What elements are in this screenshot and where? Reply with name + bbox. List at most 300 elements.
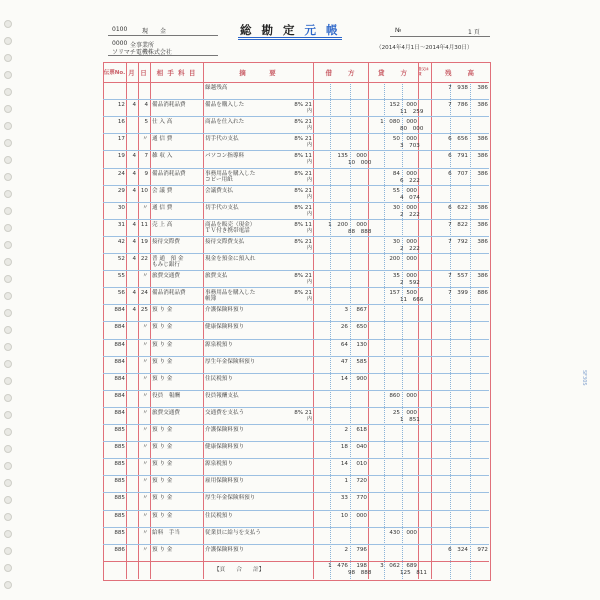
cell-debit-major: 1 200 <box>328 221 348 228</box>
row-rule <box>103 390 489 391</box>
cell-credit-minor: 000 80 000 <box>400 119 424 133</box>
cell-debit-major: 14 <box>340 375 348 382</box>
cell-balance-minor: 386 <box>477 204 488 211</box>
cell-tax-rate: 8% 21 <box>294 119 312 126</box>
cell-slip-no: 885 <box>114 478 125 485</box>
cell-counter-account: 預 り 金 <box>152 341 173 348</box>
cell-debit-major: 1 <box>344 478 348 485</box>
cell-month: 4 <box>132 290 136 297</box>
col-debit: 借 方 <box>325 68 356 77</box>
cell-day: 〃 <box>142 392 148 399</box>
cell-credit-major: 30 <box>392 238 400 245</box>
col-day: 日 <box>140 68 148 77</box>
cell-tax-incl: 内 <box>306 159 312 166</box>
cell-description: 繰越残高 <box>205 85 228 91</box>
cell-debit-minor: 618 <box>356 427 367 433</box>
cell-description: 介護保険料預り <box>205 427 245 433</box>
cell-slip-no: 884 <box>114 409 125 416</box>
cell-description: 切手代の支払 <box>205 204 239 211</box>
cell-day: 7 <box>144 153 148 160</box>
cell-credit-major: 200 <box>389 256 400 262</box>
cell-counter-account: 預 り 金 <box>152 461 173 468</box>
cell-tax-incl: 内 <box>306 125 312 132</box>
cell-counter-account: 預 り 金 <box>152 495 173 502</box>
cell-credit-major: 152 <box>389 102 400 109</box>
cell-credit-major: 84 <box>392 170 400 177</box>
account-code: 0100 <box>112 26 128 33</box>
cell-balance-major: 7 792 <box>448 238 468 245</box>
binder-hole <box>4 564 12 572</box>
binder-hole <box>4 377 12 385</box>
cell-credit-minor: 000 1 851 <box>400 409 420 423</box>
totals-rule <box>103 561 489 562</box>
col-credit: 貸 方 <box>378 68 408 77</box>
cell-debit-major: 47 <box>340 358 348 365</box>
cell-counter-account: 会 議 費 <box>152 187 173 194</box>
cell-description: 健康保険料預り <box>205 324 245 331</box>
cell-credit-major: 430 <box>389 529 400 536</box>
cell-balance-major: 6 791 <box>448 153 468 160</box>
cell-counter-account: 接待交際費 <box>152 238 180 245</box>
cell-slip-no: 885 <box>114 444 125 451</box>
cell-day: 〃 <box>142 409 148 416</box>
cell-counter-account: 預 り 金 <box>152 427 173 433</box>
cell-description: 住民税預り <box>205 512 233 519</box>
digit-guide <box>384 82 385 579</box>
cell-month: 4 <box>132 307 136 314</box>
cell-counter-account: 備品消耗品費 <box>152 170 186 177</box>
header-rule <box>103 82 489 83</box>
cell-debit-minor: 585 <box>356 358 367 365</box>
company-underline <box>108 55 218 56</box>
cell-debit-minor: 000 <box>356 512 367 519</box>
row-rule <box>103 544 489 545</box>
cell-slip-no: 884 <box>114 307 125 314</box>
cell-balance-minor: 386 <box>477 136 488 143</box>
cell-debit-minor: 000 10 000 <box>348 153 372 167</box>
cell-credit-major: 1 080 <box>380 119 400 126</box>
binder-hole <box>4 258 12 266</box>
row-rule <box>103 475 489 476</box>
cell-description: 住民税預り <box>205 375 233 382</box>
cell-credit-major: 25 <box>392 409 400 416</box>
cell-tax-incl: 内 <box>306 210 312 217</box>
cell-balance-major: 7 786 <box>448 102 468 109</box>
row-rule <box>103 527 489 528</box>
cell-tax-incl: 内 <box>306 415 312 422</box>
row-rule <box>103 99 489 100</box>
cell-slip-no: 884 <box>114 341 125 348</box>
cell-tax-incl: 内 <box>306 176 312 183</box>
cell-slip-no: 884 <box>114 358 125 365</box>
cell-description-2: 帳簿 <box>205 296 217 303</box>
row-rule <box>103 185 489 186</box>
totals-debit-major: 1 476 <box>328 563 348 569</box>
cell-description: 源泉税預り <box>205 461 233 468</box>
cell-day: 〃 <box>142 495 148 502</box>
binder-hole <box>4 326 12 334</box>
cell-tax-rate: 8% 21 <box>294 409 312 416</box>
binder-hole <box>4 275 12 283</box>
binder-hole <box>4 88 12 96</box>
row-rule <box>103 373 489 374</box>
row-rule <box>103 510 489 511</box>
cell-counter-account: 備品消耗品費 <box>152 290 186 297</box>
cell-debit-major: 135 <box>337 153 348 160</box>
cell-slip-no: 24 <box>117 170 125 177</box>
cell-counter-account: 預 り 金 <box>152 375 173 382</box>
cell-description: 切手代の支払 <box>205 136 239 143</box>
cell-counter-account: 仕 入 高 <box>152 119 173 126</box>
cell-day: 〃 <box>142 427 148 433</box>
cell-day: 〃 <box>142 204 148 211</box>
cell-tax-rate: 8% 21 <box>294 136 312 143</box>
cell-description: 備品を購入した <box>205 102 245 109</box>
col-month: 月 <box>128 68 136 77</box>
cell-balance-minor: 386 <box>477 221 488 228</box>
cell-description: 従業員に給与を支払う <box>205 529 261 536</box>
row-rule <box>103 356 489 357</box>
cell-counter-account: 給料 手当 <box>152 529 180 536</box>
cell-day: 〃 <box>142 324 148 331</box>
cell-slip-no: 885 <box>114 461 125 468</box>
cell-tax-rate: 8% 11 <box>294 153 312 160</box>
cell-balance-major: 7 399 <box>448 290 468 297</box>
cell-tax-rate: 8% 21 <box>294 187 312 194</box>
binder-hole <box>4 360 12 368</box>
cell-debit-minor: 040 <box>356 444 367 451</box>
cell-balance-major: 6 707 <box>448 170 468 177</box>
cell-tax-rate: 8% 21 <box>294 273 312 280</box>
cell-description: 商品を仕入れた <box>205 119 245 126</box>
cell-debit-major: 64 <box>340 341 348 348</box>
cell-slip-no: 29 <box>117 187 125 194</box>
binder-hole <box>4 224 12 232</box>
binder-hole <box>4 54 12 62</box>
cell-credit-major: 55 <box>392 187 400 194</box>
cell-tax-rate: 8% 21 <box>294 238 312 245</box>
row-rule <box>103 287 489 288</box>
binder-hole <box>4 190 12 198</box>
row-rule <box>103 150 489 151</box>
cell-tax-incl: 内 <box>306 279 312 286</box>
cell-credit-minor: 000 <box>406 529 417 536</box>
cell-day: 〃 <box>142 444 148 451</box>
cell-slip-no: 42 <box>117 238 125 245</box>
binder-hole <box>4 343 12 351</box>
cell-counter-account: 通 信 費 <box>152 204 173 211</box>
title-main: 総 勘 定 <box>240 23 298 37</box>
binder-hole <box>4 394 12 402</box>
cell-credit-major: 860 <box>389 392 400 399</box>
cell-counter-sub: もみじ銀行 <box>152 262 180 268</box>
company-name: ソリマチ電機株式会社 <box>112 49 172 56</box>
cell-credit-minor: 000 2 222 <box>400 238 420 252</box>
cell-balance-minor: 386 <box>477 102 488 109</box>
col-slip-no: 伝票No. <box>103 70 126 76</box>
cell-month: 4 <box>132 170 136 177</box>
cell-balance-major: 7 822 <box>448 221 468 228</box>
binder-hole <box>4 496 12 504</box>
cell-credit-minor: 000 3 703 <box>400 136 420 150</box>
cell-month: 4 <box>132 102 136 109</box>
cell-counter-account: 雑 収 入 <box>152 153 173 160</box>
cell-slip-no: 885 <box>114 427 125 433</box>
cell-debit-major: 2 <box>344 427 348 433</box>
row-rule <box>103 407 489 408</box>
cell-day: 25 <box>140 307 148 314</box>
cell-debit-minor: 720 <box>356 478 367 485</box>
account-name: 現 金 <box>142 28 167 35</box>
page-title <box>240 22 341 38</box>
cell-tax-rate: 8% 11 <box>294 221 312 228</box>
cell-tax-rate: 8% 21 <box>294 170 312 177</box>
office-name: 全事業所 <box>130 42 155 49</box>
cell-day: 24 <box>140 290 148 297</box>
cell-slip-no: 52 <box>117 256 125 262</box>
cell-day: 〃 <box>142 273 148 280</box>
cell-description: 事務用品を購入した <box>205 290 256 297</box>
binder-hole <box>4 547 12 555</box>
cell-debit-minor: 130 <box>356 341 367 348</box>
binder-hole <box>4 479 12 487</box>
cell-counter-account: 売 上 高 <box>152 221 173 228</box>
cell-counter-account: 普 通 預 金 <box>152 256 184 262</box>
cell-credit-major: 35 <box>392 273 400 280</box>
binder-hole <box>4 241 12 249</box>
cell-description: 会議費支払 <box>205 187 233 194</box>
binder-hole <box>4 37 12 45</box>
totals-debit-minor: 198 98 888 <box>348 563 372 576</box>
cell-day: 〃 <box>142 512 148 519</box>
cell-day: 〃 <box>142 341 148 348</box>
cell-credit-minor: 000 2 222 <box>400 204 420 218</box>
cell-slip-no: 884 <box>114 324 125 331</box>
cell-counter-account: 預 り 金 <box>152 478 173 485</box>
row-rule <box>103 219 489 220</box>
title-accent: 元 帳 <box>304 23 341 37</box>
row-rule <box>103 441 489 442</box>
row-rule <box>103 168 489 169</box>
cell-slip-no: 31 <box>117 221 125 228</box>
cell-description: 健康保険料預り <box>205 444 245 451</box>
binder-hole <box>4 530 12 538</box>
binder-hole <box>4 20 12 28</box>
cell-counter-account: 備品消耗品費 <box>152 102 186 109</box>
row-rule <box>103 253 489 254</box>
cell-slip-no: 885 <box>114 495 125 502</box>
cell-balance-minor: 386 <box>477 238 488 245</box>
row-rule <box>103 202 489 203</box>
office-code: 0000 <box>112 40 128 47</box>
cell-credit-minor: 000 <box>406 392 417 399</box>
cell-description: 源泉税預り <box>205 341 233 348</box>
cell-description: 雇用保険料預り <box>205 478 245 485</box>
page-number: 1 頁 <box>468 29 480 36</box>
cell-debit-minor: 796 <box>356 546 367 553</box>
col-balance: 残 高 <box>445 68 475 77</box>
cell-balance-minor: 972 <box>477 546 488 553</box>
cell-description-2: ＴＶ付き携帯電話 <box>205 227 250 234</box>
cell-balance-major: 6 656 <box>448 136 468 143</box>
row-rule <box>103 116 489 117</box>
cell-slip-no: 56 <box>117 290 125 297</box>
binder-hole <box>4 71 12 79</box>
cell-description: 介護保険料預り <box>205 546 245 553</box>
cell-slip-no: 885 <box>114 529 125 536</box>
cell-credit-minor: 000 2 592 <box>400 273 420 287</box>
totals-credit-minor: 689 125 811 <box>400 563 427 576</box>
form-code: SF30S <box>581 370 587 386</box>
row-rule <box>103 133 489 134</box>
cell-debit-major: 3 <box>344 307 348 314</box>
cell-debit-minor: 770 <box>356 495 367 502</box>
binder-hole <box>4 462 12 470</box>
cell-month: 4 <box>132 256 136 262</box>
cell-debit-major: 26 <box>340 324 348 331</box>
cell-day: 〃 <box>142 461 148 468</box>
cell-debit-minor: 010 <box>356 461 367 468</box>
cell-slip-no: 884 <box>114 375 125 382</box>
cell-day: 〃 <box>142 358 148 365</box>
digit-guide <box>402 82 403 579</box>
col-description: 摘 要 <box>239 68 277 77</box>
cell-balance-major: 6 324 <box>448 546 468 553</box>
binder-hole <box>4 292 12 300</box>
page-underline <box>390 36 490 37</box>
cell-counter-account: 預 り 金 <box>152 512 173 519</box>
row-rule <box>103 321 489 322</box>
cell-credit-minor: 000 11 259 <box>400 102 424 116</box>
cell-debit-minor: 867 <box>356 307 367 314</box>
binder-hole <box>4 445 12 453</box>
binder-hole <box>4 581 12 589</box>
row-rule <box>103 270 489 271</box>
binder-hole <box>4 411 12 419</box>
totals-credit-major: 3 062 <box>380 563 400 569</box>
binder-hole <box>4 122 12 130</box>
cell-debit-major: 33 <box>340 495 348 502</box>
cell-tax-rate: 8% 21 <box>294 290 312 297</box>
cell-counter-account: 預 り 金 <box>152 546 173 553</box>
binder-hole <box>4 173 12 181</box>
cell-debit-major: 14 <box>340 461 348 468</box>
cell-credit-minor: 000 6 222 <box>400 170 420 184</box>
cell-day: 〃 <box>142 546 148 553</box>
cell-slip-no: 30 <box>117 204 125 211</box>
cell-day: 〃 <box>142 478 148 485</box>
account-underline <box>108 35 218 36</box>
cell-description: パソコン指導料 <box>205 153 245 160</box>
binder-hole <box>4 105 12 113</box>
row-rule <box>103 339 489 340</box>
cell-debit-minor: 900 <box>356 375 367 382</box>
cell-tax-incl: 内 <box>306 108 312 115</box>
cell-debit-major: 18 <box>340 444 348 451</box>
cell-month: 4 <box>132 187 136 194</box>
cell-counter-account: 預 り 金 <box>152 444 173 451</box>
cell-credit-minor: 000 4 074 <box>400 187 420 201</box>
cell-counter-account: 預 り 金 <box>152 307 173 314</box>
cell-day: 5 <box>144 119 148 126</box>
row-rule <box>103 236 489 237</box>
cell-description: 厚生年金保険料預り <box>205 495 256 502</box>
row-rule <box>103 458 489 459</box>
cell-credit-major: 157 <box>389 290 400 297</box>
cell-tax-incl: 内 <box>306 244 312 251</box>
cell-balance-minor: 386 <box>477 170 488 177</box>
cell-credit-minor: 000 <box>406 256 417 262</box>
cell-balance-major: 7 938 <box>448 85 468 91</box>
cell-slip-no: 886 <box>114 546 125 553</box>
cell-description: 旅費支払 <box>205 273 228 280</box>
cell-counter-account: 旅費交通費 <box>152 273 180 280</box>
binder-hole <box>4 513 12 521</box>
cell-day: 〃 <box>142 529 148 536</box>
cell-month: 4 <box>132 238 136 245</box>
cell-slip-no: 19 <box>117 153 125 160</box>
row-rule <box>103 424 489 425</box>
cell-description: 介護保険料預り <box>205 307 245 314</box>
cell-counter-account: 旅費交通費 <box>152 409 180 416</box>
cell-day: 〃 <box>142 375 148 382</box>
cell-day: 10 <box>140 187 148 194</box>
cell-description: 接待交際費支払 <box>205 238 245 245</box>
row-rule <box>103 304 489 305</box>
binder-holes <box>0 0 14 600</box>
cell-tax-incl: 内 <box>306 296 312 303</box>
cell-tax-incl: 内 <box>306 193 312 200</box>
cell-balance-minor: 386 <box>477 273 488 280</box>
cell-day: 19 <box>140 238 148 245</box>
cell-slip-no: 884 <box>114 392 125 399</box>
cell-day: 22 <box>140 256 148 262</box>
col-counter-account: 相 手 科 目 <box>156 68 197 77</box>
cell-description: 事務用品を購入した <box>205 170 256 177</box>
cell-day: 4 <box>144 102 148 109</box>
cell-day: 11 <box>140 221 148 228</box>
row-rule <box>103 492 489 493</box>
cell-description: 商品を販売（現金） <box>205 221 256 228</box>
cell-balance-minor: 386 <box>477 85 488 91</box>
cell-slip-no: 885 <box>114 512 125 519</box>
title-underline <box>238 37 342 40</box>
binder-hole <box>4 309 12 317</box>
cell-debit-major: 10 <box>340 512 348 519</box>
cell-description: 役員報酬支払 <box>205 392 239 399</box>
cell-credit-minor: 500 11 666 <box>400 290 424 304</box>
cell-day: 9 <box>144 170 148 177</box>
cell-counter-account: 役員 報酬 <box>152 392 180 399</box>
cell-credit-major: 30 <box>392 204 400 211</box>
cell-slip-no: 55 <box>117 273 125 280</box>
cell-balance-major: 7 557 <box>448 273 468 280</box>
cell-slip-no: 16 <box>117 119 125 126</box>
no-label: № <box>395 27 402 34</box>
binder-hole <box>4 207 12 215</box>
cell-balance-minor: 386 <box>477 153 488 160</box>
cell-slip-no: 17 <box>117 136 125 143</box>
cell-day: 〃 <box>142 136 148 143</box>
cell-counter-account: 預 り 金 <box>152 324 173 331</box>
cell-description: 交通費を支払う <box>205 409 245 416</box>
cell-tax-rate: 8% 21 <box>294 102 312 109</box>
cell-month: 4 <box>132 153 136 160</box>
cell-balance-major: 6 622 <box>448 204 468 211</box>
cell-credit-major: 50 <box>392 136 400 143</box>
period: （2014年4月1日～2014年4月30日） <box>376 45 473 51</box>
binder-hole <box>4 428 12 436</box>
